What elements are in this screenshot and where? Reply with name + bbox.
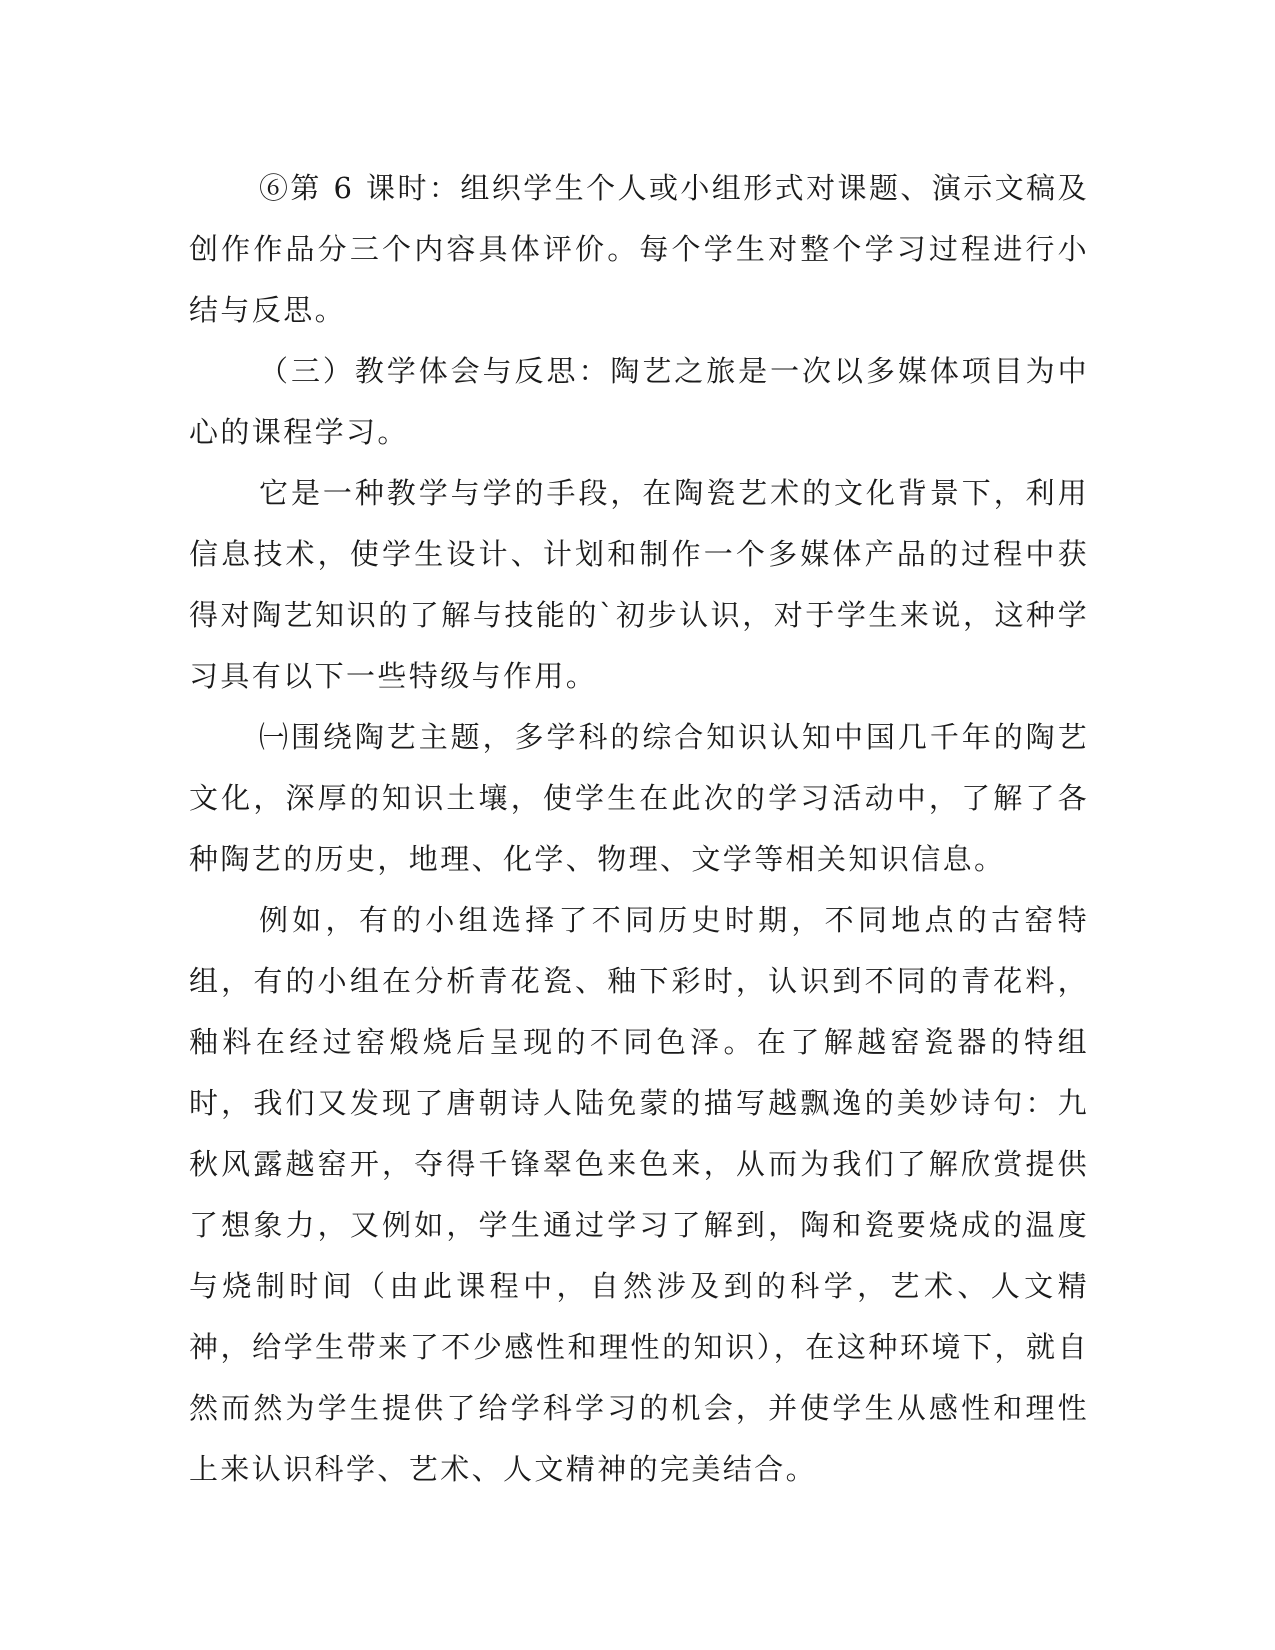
paragraph-teaching-reflection: （三）教学体会与反思：陶艺之旅是一次以多媒体项目为中心的课程学习。 xyxy=(189,354,1089,449)
paragraph-multidisciplinary: ㈠围绕陶艺主题，多学科的综合知识认知中国几千年的陶艺文化，深厚的知识土壤，使学生在此次的学习活动中，了解了各种陶艺的历史，地理、化学、物理、文学等相关知识信息。 xyxy=(189,720,1089,876)
paragraph-lesson-6: ⑥第 6 课时：组织学生个人或小组形式对课题、演示文稿及创作作品分三个内容具体评价。每个学生对整个学习过程进行小结与反思。 xyxy=(189,171,1089,327)
document-body xyxy=(189,158,1089,1500)
paragraph-examples: 例如，有的小组选择了不同历史时期，不同地点的古窑特组，有的小组在分析青花瓷、釉下彩时，认识到不同的青花料，釉料在经过窑煅烧后呈现的不同色泽。在了解越窑瓷器的特组时，我们又发现了唐朝诗人陆免蒙的描写越飘逸的美妙诗句：九秋风露越窑开，夺得千锋翠色来色来，从而为我们了解欣赏提供了想象力，又例如，学生通过学习了解到，陶和瓷要烧成的温度与烧制时间（由此课程中，自然涉及到的科学，艺术、人文精神，给学生带来了不少感性和理性的知识），在这种环境下，就自然而然为学生提供了给学科学习的机会，并使学生从感性和理性上来认识科学、艺术、人文精神的完美结合。 xyxy=(189,903,1089,1486)
paragraph-teaching-method: 它是一种教学与学的手段，在陶瓷艺术的文化背景下，利用信息技术，使学生设计、计划和制作一个多媒体产品的过程中获得对陶艺知识的了解与技能的`初步认识，对于学生来说，这种学习具有以下一些特级与作用。 xyxy=(189,476,1089,693)
